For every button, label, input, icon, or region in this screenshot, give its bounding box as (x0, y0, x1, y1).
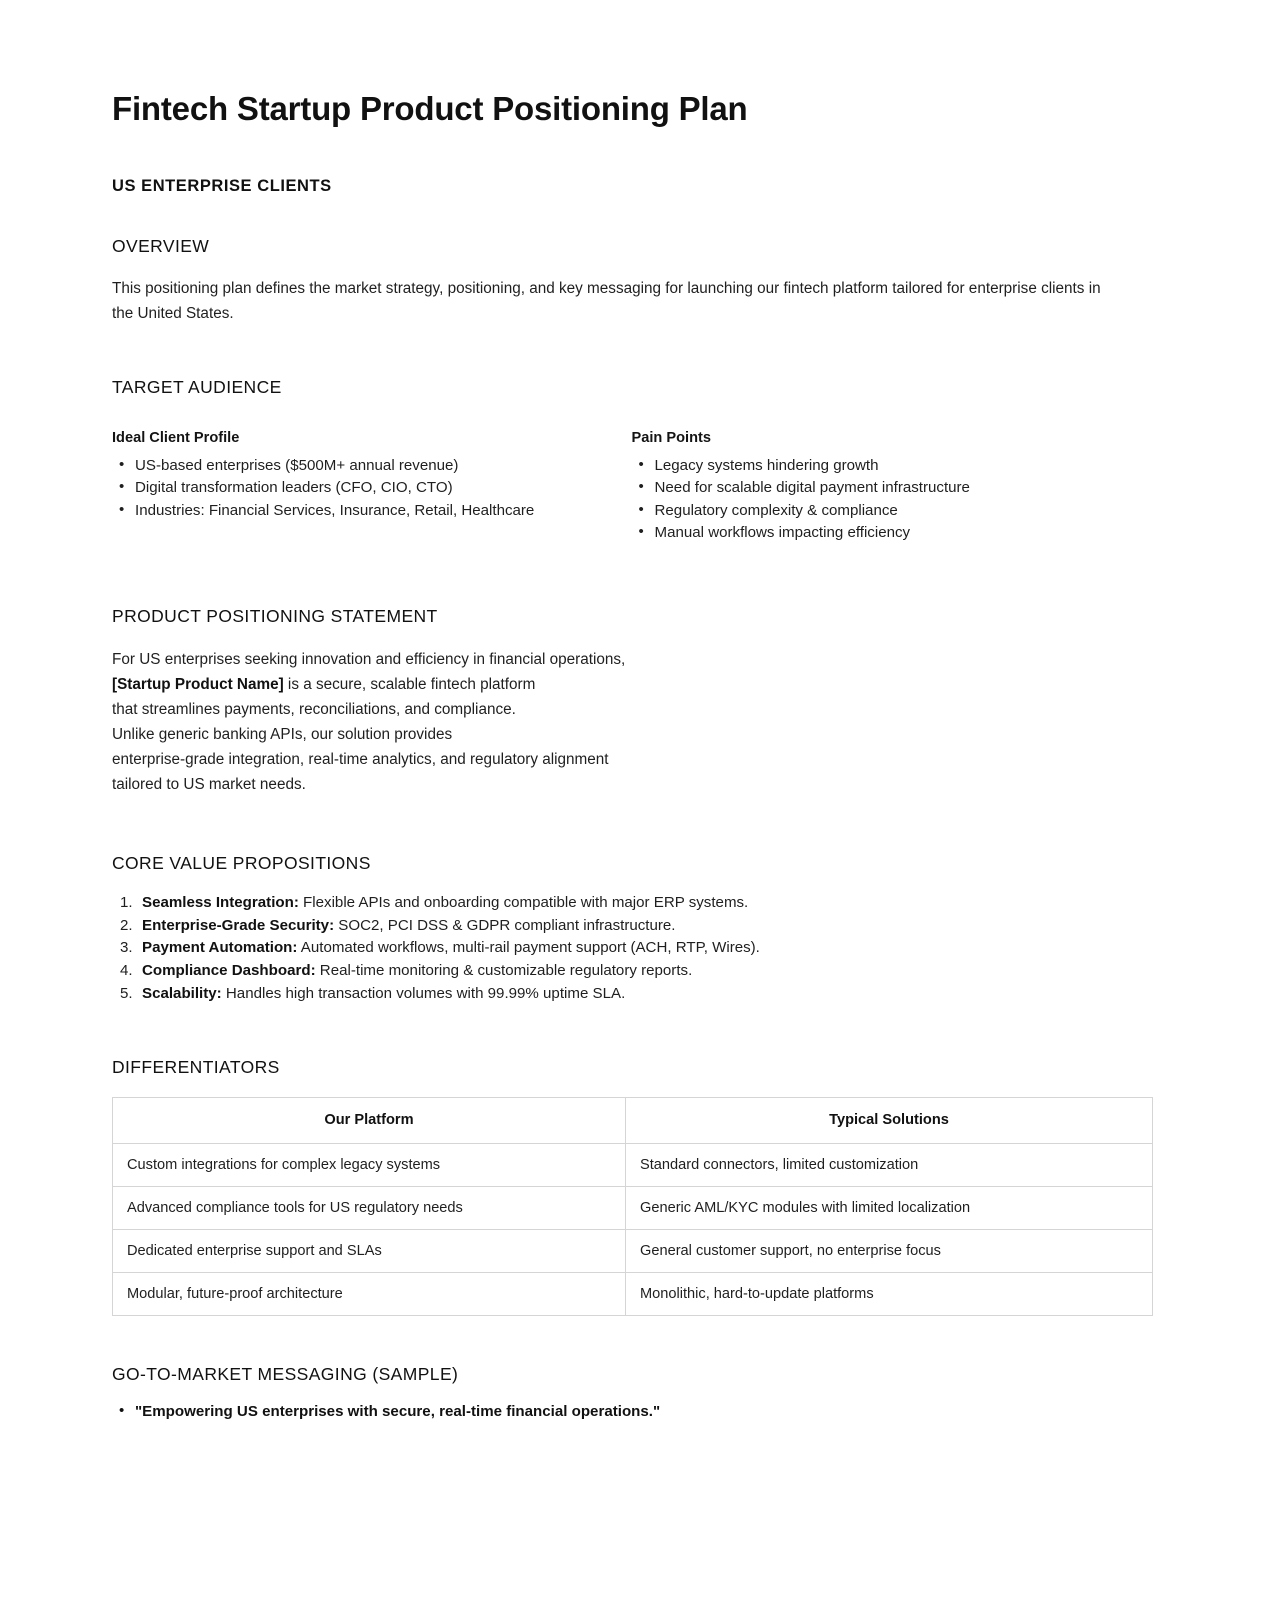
positioning-statement-heading: PRODUCT POSITIONING STATEMENT (112, 606, 438, 627)
table-head (113, 1097, 1153, 1143)
list-item (112, 937, 1151, 959)
list-item: • "Empowering US enterprises with secure, real-time financial operations." (112, 1401, 1151, 1423)
ideal-client-profile-title: Ideal Client Profile (112, 429, 240, 446)
statement-line-text: For US enterprises seeking innovation and efficiency in financial operations, (112, 651, 626, 669)
differentiators-table (112, 1097, 1153, 1316)
value-prop-label: Scalability: (142, 984, 222, 1002)
table-row (113, 1229, 1153, 1272)
value-prop-text: Automated workflows, multi-rail payment support (ACH, RTP, Wires). (297, 939, 760, 957)
overview-section (112, 236, 1151, 327)
list-item (112, 960, 1151, 982)
statement-line-bold: [Startup Product Name] (112, 676, 284, 694)
value-prop-text: Flexible APIs and onboarding compatible with major ERP systems. (298, 894, 749, 911)
statement-line (112, 698, 1151, 723)
positioning-statement-section (112, 606, 1151, 798)
value-prop-label: Enterprise-Grade Security: (142, 916, 335, 934)
statement-line-text: that streamlines payments, reconciliations, and compliance. (112, 701, 516, 719)
list-item (112, 983, 1151, 1005)
value-prop-label: Compliance Dashboard: (142, 962, 316, 980)
table-cell: Advanced compliance tools for US regulatory needs (113, 1186, 626, 1229)
target-audience-columns (112, 430, 1151, 545)
value-prop-text: SOC2, PCI DSS & GDPR compliant infrastructure. (334, 916, 676, 934)
statement-line (112, 773, 1151, 798)
go-to-market-heading: GO-TO-MARKET MESSAGING (SAMPLE) (112, 1363, 459, 1384)
statement-line-text: Unlike generic banking APIs, our solution provides (112, 726, 453, 744)
go-to-market-list (112, 1401, 1151, 1423)
differentiators-heading: DIFFERENTIATORS (112, 1056, 280, 1077)
list-item: • Digital transformation leaders (CFO, CIO, CTO) (112, 477, 632, 498)
pain-points-list (632, 455, 1152, 544)
overview-paragraph: This positioning plan defines the market strategy, positioning, and key messaging for launching our fintech platform tailored for enterprise clients in the United States. (112, 280, 1101, 323)
ideal-client-profile-list (112, 455, 632, 521)
table-cell: General customer support, no enterprise focus (626, 1229, 1153, 1272)
list-item: • Legacy systems hindering growth (632, 455, 1152, 476)
table-body (113, 1143, 1153, 1315)
table-row (113, 1272, 1153, 1315)
document-subtitle: US ENTERPRISE CLIENTS (112, 177, 332, 196)
value-prop-text: Real-time monitoring & customizable regulatory reports. (315, 962, 693, 980)
statement-line (112, 748, 1151, 773)
list-item (112, 892, 1151, 914)
target-audience-heading: TARGET AUDIENCE (112, 376, 282, 397)
statement-line-text: enterprise-grade integration, real-time analytics, and regulatory alignment (112, 751, 609, 769)
table-cell: Standard connectors, limited customization (626, 1143, 1153, 1186)
statement-line-text: is a secure, scalable fintech platform (283, 676, 536, 694)
differentiators-section (112, 1057, 1151, 1316)
list-item: • Manual workflows impacting efficiency (632, 522, 1152, 543)
value-prop-label: Seamless Integration: (142, 894, 299, 911)
ideal-client-profile-column (112, 430, 632, 545)
core-value-propositions-section (112, 853, 1151, 1005)
table-cell: Dedicated enterprise support and SLAs (113, 1229, 626, 1272)
overview-heading: OVERVIEW (112, 236, 210, 257)
table-row (113, 1186, 1153, 1229)
positioning-statement-body (112, 648, 1151, 798)
core-value-propositions-heading: CORE VALUE PROPOSITIONS (112, 853, 371, 873)
table-row (113, 1143, 1153, 1186)
list-item (112, 915, 1151, 937)
pain-points-title: Pain Points (631, 429, 711, 446)
list-item: • Regulatory complexity & compliance (632, 500, 1152, 521)
table-cell: Generic AML/KYC modules with limited localization (626, 1186, 1153, 1229)
pain-points-column (632, 430, 1152, 545)
list-item: • US-based enterprises ($500M+ annual revenue) (112, 455, 632, 476)
statement-line (112, 648, 1151, 673)
list-item: • Industries: Financial Services, Insurance, Retail, Healthcare (112, 500, 632, 521)
page-title: Fintech Startup Product Positioning Plan (112, 90, 748, 127)
statement-line (112, 673, 1151, 698)
table-column-header: Typical Solutions (626, 1097, 1153, 1143)
list-item: • Need for scalable digital payment infrastructure (632, 477, 1152, 498)
go-to-market-section (112, 1364, 1151, 1423)
value-prop-label: Payment Automation: (142, 939, 298, 957)
table-cell: Monolithic, hard-to-update platforms (626, 1272, 1153, 1315)
target-audience-section (112, 377, 1151, 545)
core-value-propositions-list (112, 892, 1151, 1005)
table-column-header: Our Platform (113, 1097, 626, 1143)
table-header-row (113, 1097, 1153, 1143)
statement-line-text: tailored to US market needs. (112, 776, 306, 794)
statement-line (112, 723, 1151, 748)
table-cell: Modular, future-proof architecture (113, 1272, 626, 1315)
table-cell: Custom integrations for complex legacy systems (113, 1143, 626, 1186)
value-prop-text: Handles high transaction volumes with 99.99% uptime SLA. (221, 984, 626, 1002)
